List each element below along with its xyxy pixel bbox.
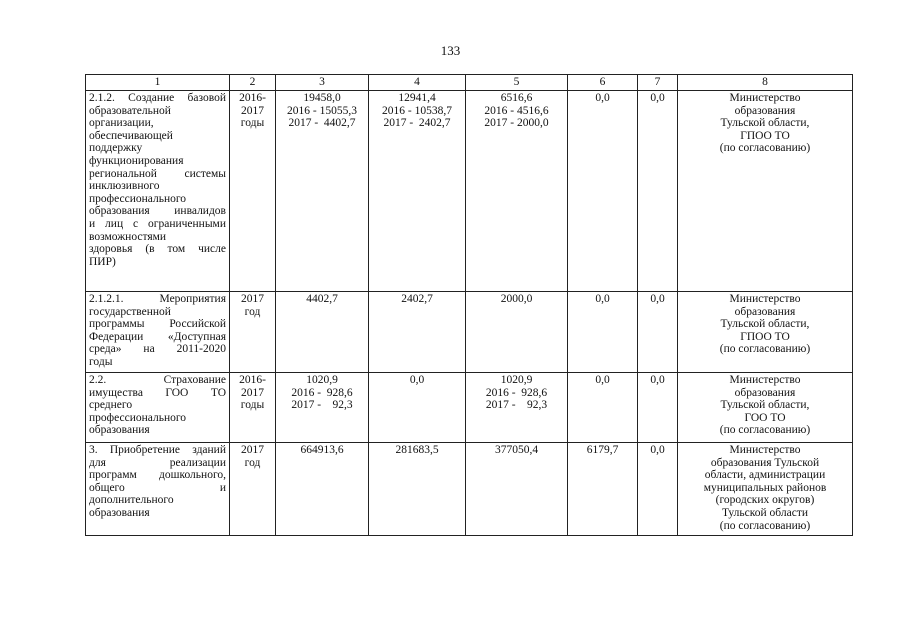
event-name-cell-line: инклюзивного — [89, 180, 160, 193]
header-cell: 8 — [678, 75, 853, 91]
event-name-cell-line: поддержку — [89, 142, 143, 155]
executor-cell-line: (по согласованию) — [719, 343, 811, 356]
event-name-cell-line: имущества ГОО ТО — [89, 386, 226, 399]
executor-cell-line: ГОО ТО — [744, 411, 786, 424]
page-number: 133 — [440, 43, 461, 58]
executor-cell-line: (по согласованию) — [719, 424, 811, 437]
period-cell-line: годы — [240, 399, 265, 412]
event-name-cell-line: 2.1.2.1. Мероприятия — [89, 293, 226, 305]
header-row — [86, 75, 853, 91]
federal-cell-line: 2017 - 2402,7 — [383, 117, 451, 130]
header-cell: 2 — [230, 75, 276, 91]
event-name-cell-line: профессионального — [89, 192, 187, 205]
total-cell-line: 1020,9 — [306, 374, 338, 386]
event-name-cell — [86, 91, 230, 292]
event-name-cell-line: среднего — [89, 399, 133, 412]
period-cell-line: 2017 — [241, 444, 264, 456]
event-name-cell — [86, 292, 230, 373]
federal-cell-line: 2016 - 10538,7 — [382, 104, 452, 117]
total-cell-line: 664913,6 — [300, 444, 344, 456]
event-name-cell-line: организации, — [89, 117, 154, 130]
event-name-cell-line: программ дошкольного, — [89, 469, 226, 482]
event-name-cell-line: 2.1.2. Создание базовой — [89, 92, 226, 104]
total-cell-line: 2016 - 15055,3 — [287, 104, 357, 117]
regional-cell-line: 2017 - 2000,0 — [484, 117, 549, 130]
regional-cell-line: 2017 - 92,3 — [485, 399, 548, 412]
other-cell: 0,0 — [638, 443, 678, 536]
local-cell: 0,0 — [568, 292, 638, 373]
period-cell-line: годы — [240, 117, 265, 130]
other-cell: 0,0 — [638, 91, 678, 292]
executor-cell-line: Министерство — [729, 374, 801, 386]
regional-cell — [466, 91, 568, 292]
other-cell: 0,0 — [638, 292, 678, 373]
executor-cell-line: образования — [734, 104, 796, 117]
header-cell: 5 — [466, 75, 568, 91]
local-cell: 0,0 — [568, 373, 638, 443]
executor-cell-line: ГПОО ТО — [740, 330, 790, 343]
regional-cell-line: 2016 - 4516,6 — [484, 104, 549, 117]
period-cell-line: 2017 — [241, 293, 264, 305]
federal-cell — [369, 292, 466, 373]
executor-cell — [678, 443, 853, 536]
period-cell — [230, 91, 276, 292]
executor-cell-line: (городских округов) — [715, 494, 815, 507]
header-cell: 1 — [86, 75, 230, 91]
event-name-cell — [86, 443, 230, 536]
period-cell-line: 2017 — [241, 104, 264, 117]
total-cell-line: 2017 - 4402,7 — [288, 117, 356, 130]
event-name-cell-line: программы Российской — [89, 318, 226, 331]
executor-cell-line: Тульской области, — [720, 399, 810, 412]
event-name-cell-line: региональной системы — [89, 167, 226, 180]
executor-cell-line: образования — [734, 386, 796, 399]
event-name-cell-line: образовательной — [89, 104, 171, 117]
event-name-cell-line: 3. Приобретение зданий — [89, 444, 226, 456]
regional-cell-line: 2000,0 — [500, 293, 533, 305]
executor-cell-line: Министерство — [729, 444, 801, 456]
header-cell: 6 — [568, 75, 638, 91]
executor-cell-line: Тульской области, — [720, 117, 810, 130]
total-cell-line: 2017 - 92,3 — [291, 399, 353, 412]
event-name-cell-line: обеспечивающей — [89, 129, 173, 142]
header-cell: 7 — [638, 75, 678, 91]
period-cell-line: 2016- — [239, 374, 266, 386]
local-cell: 6179,7 — [568, 443, 638, 536]
total-cell — [276, 292, 369, 373]
executor-cell-line: ГПОО ТО — [740, 129, 790, 142]
federal-cell-line: 0,0 — [409, 374, 425, 386]
program-table — [85, 74, 853, 536]
event-name-cell-line: возможностями — [89, 230, 167, 243]
header-cell: 4 — [369, 75, 466, 91]
regional-cell-line: 2016 - 928,6 — [485, 386, 548, 399]
executor-cell — [678, 373, 853, 443]
table-row — [86, 91, 853, 292]
total-cell-line: 4402,7 — [306, 293, 338, 305]
executor-cell — [678, 91, 853, 292]
regional-cell — [466, 373, 568, 443]
event-name-cell-line: образования инвалидов — [89, 205, 226, 218]
executor-cell-line: (по согласованию) — [719, 519, 811, 532]
regional-cell-line: 377050,4 — [494, 444, 539, 456]
executor-cell-line: Тульской области, — [720, 318, 810, 331]
regional-cell — [466, 443, 568, 536]
period-cell — [230, 373, 276, 443]
event-name-cell-line: общего и — [89, 481, 226, 494]
event-name-cell-line: функционирования — [89, 154, 184, 167]
other-cell: 0,0 — [638, 373, 678, 443]
event-name-cell-line: ПИР) — [89, 255, 116, 268]
executor-cell-line: Министерство — [729, 92, 801, 104]
table-row — [86, 443, 853, 536]
federal-cell-line: 2402,7 — [401, 293, 433, 305]
federal-cell — [369, 443, 466, 536]
event-name-cell-line: Федерации «Доступная — [89, 330, 226, 343]
event-name-cell-line: и лиц с ограниченными — [89, 217, 226, 230]
federal-cell-line: 281683,5 — [395, 444, 439, 456]
header-cell: 3 — [276, 75, 369, 91]
federal-cell — [369, 373, 466, 443]
event-name-cell — [86, 373, 230, 443]
event-name-cell-line: среда» на 2011-2020 — [89, 343, 226, 356]
table-row — [86, 292, 853, 373]
total-cell — [276, 91, 369, 292]
event-name-cell-line: 2.2. Страхование — [89, 374, 226, 386]
period-cell-line: год — [244, 305, 261, 318]
local-cell: 0,0 — [568, 91, 638, 292]
executor-cell-line: муниципальных районов — [703, 481, 827, 494]
event-name-cell-line: профессионального — [89, 411, 187, 424]
period-cell — [230, 292, 276, 373]
period-cell-line: год — [244, 456, 261, 469]
table-row — [86, 373, 853, 443]
regional-cell-line: 6516,6 — [500, 92, 533, 104]
event-name-cell-line: годы — [89, 355, 113, 368]
executor-cell-line: образования — [734, 305, 796, 318]
total-cell-line: 19458,0 — [303, 92, 341, 104]
regional-cell — [466, 292, 568, 373]
event-name-cell-line: образования — [89, 424, 150, 437]
executor-cell-line: области, администрации — [704, 469, 826, 482]
event-name-cell-line: дополнительного — [89, 494, 174, 507]
period-cell — [230, 443, 276, 536]
federal-cell — [369, 91, 466, 292]
event-name-cell-line: образования — [89, 506, 150, 519]
total-cell — [276, 373, 369, 443]
event-name-cell-line: для реализации — [89, 456, 226, 469]
executor-cell-line: Тульской области — [721, 506, 808, 519]
period-cell-line: 2016- — [239, 92, 266, 104]
total-cell-line: 2016 - 928,6 — [291, 386, 353, 399]
period-cell-line: 2017 — [241, 386, 264, 399]
executor-cell-line: Министерство — [729, 293, 801, 305]
federal-cell-line: 12941,4 — [398, 92, 436, 104]
regional-cell-line: 1020,9 — [500, 374, 533, 386]
executor-cell — [678, 292, 853, 373]
executor-cell-line: (по согласованию) — [719, 142, 811, 155]
total-cell — [276, 443, 369, 536]
executor-cell-line: образования Тульской — [710, 456, 820, 469]
event-name-cell-line: здоровья (в том числе — [89, 243, 226, 256]
event-name-cell-line: государственной — [89, 305, 171, 318]
